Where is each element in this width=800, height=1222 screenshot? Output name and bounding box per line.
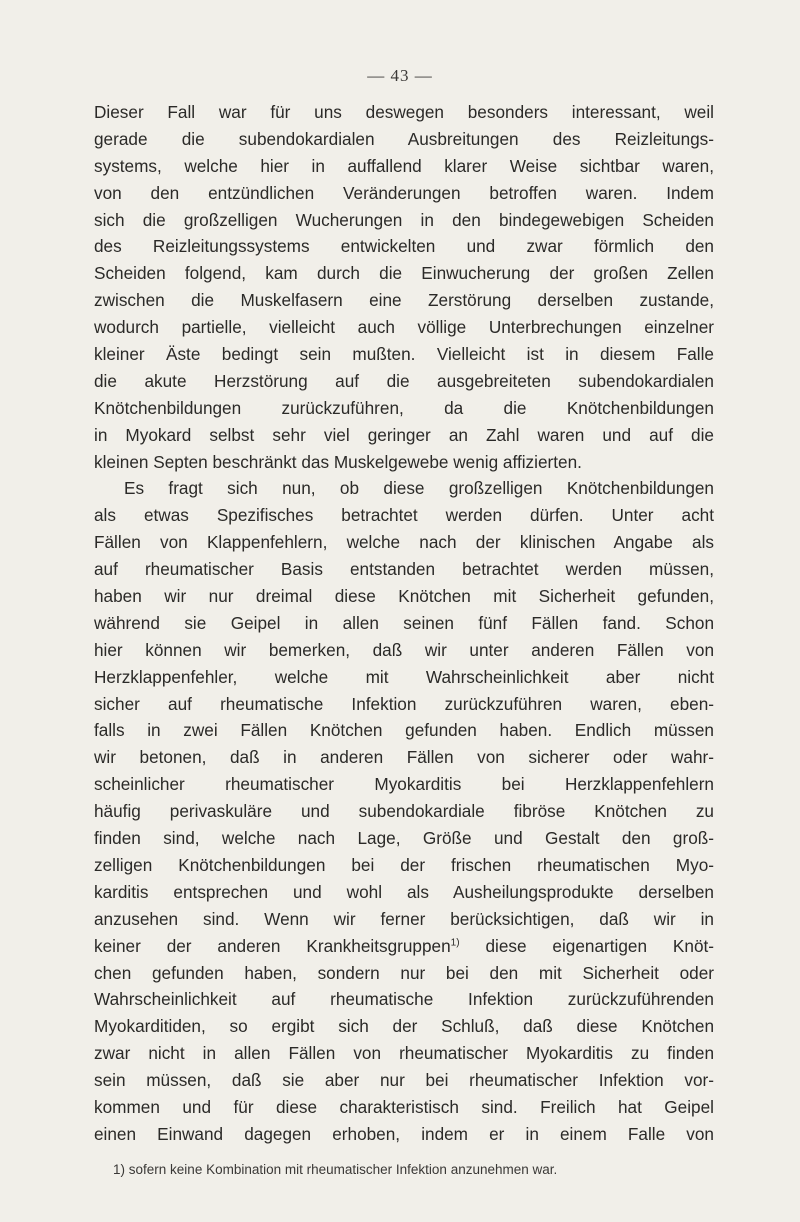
text-line: wir betonen, daß in anderen Fällen von sicherer oder wahr- [94, 747, 714, 768]
text-line: karditis entsprechen und wohl als Ausheilungsprodukte derselben [94, 881, 714, 902]
footnote [113, 1162, 733, 1177]
text-line: die akute Herzstörung auf die ausgebreiteten subendokardialen [94, 370, 714, 391]
text-line: einen Einwand dagegen erhoben, indem er in einem Falle von [94, 1123, 714, 1144]
text-line: Herzklappenfehler, welche mit Wahrscheinlichkeit aber nicht [94, 666, 714, 687]
footnote-marker: 1) [113, 1162, 126, 1177]
text-fragment: diese eigenartigen Knöt- [459, 935, 714, 956]
text-line: in Myokard selbst sehr viel geringer an Zahl waren und auf die [94, 424, 714, 445]
text-line: sein müssen, daß sie aber nur bei rheumatischer Infektion vor- [94, 1070, 714, 1091]
text-line: häufig perivaskuläre und subendokardiale fibröse Knötchen zu [94, 801, 714, 822]
text-line: auf rheumatischer Basis entstanden betrachtet werden müssen, [94, 559, 714, 580]
text-line: zwar nicht in allen Fällen von rheumatischer Myokarditis zu finden [94, 1043, 714, 1064]
text-line: Knötchenbildungen zurückzuführen, da die Knötchenbildungen [94, 397, 714, 418]
text-line: von den entzündlichen Veränderungen betroffen waren. Indem [94, 182, 714, 203]
text-line: systems, welche hier in auffallend klarer Weise sichtbar waren, [94, 155, 714, 176]
body-text [94, 99, 714, 1148]
text-line: Fällen von Klappenfehlern, welche nach der klinischen Angabe als [94, 532, 714, 553]
text-line: kommen und für diese charakteristisch sind. Freilich hat Geipel [94, 1096, 714, 1117]
footnote-reference: 1) [450, 936, 460, 948]
text-line: des Reizleitungssystems entwickelten und zwar förmlich den [94, 236, 714, 257]
text-line: Scheiden folgend, kam durch die Einwucherung der großen Zellen [94, 263, 714, 284]
text-fragment: keiner der anderen Krankheitsgruppen [94, 935, 451, 956]
text-line: zelligen Knötchenbildungen bei der frischen rheumatischen Myo- [94, 854, 714, 875]
text-line: wodurch partielle, vielleicht auch völlige Unterbrechungen einzelner [94, 317, 714, 338]
page-number: — 43 — [367, 66, 433, 85]
text-line: haben wir nur dreimal diese Knötchen mit Sicherheit gefunden, [94, 586, 714, 607]
text-line-with-footnote-ref [94, 933, 714, 960]
text-line: als etwas Spezifisches betrachtet werden dürfen. Unter acht [94, 505, 714, 526]
text-line: kleiner Äste bedingt sein mußten. Vielleicht ist in diesem Falle [94, 344, 714, 365]
text-line: chen gefunden haben, sondern nur bei den mit Sicherheit oder [94, 962, 714, 983]
text-line: finden sind, welche nach Lage, Größe und Gestalt den groß- [94, 828, 714, 849]
text-line: sich die großzelligen Wucherungen in den bindegewebigen Scheiden [94, 209, 714, 230]
text-line: anzusehen sind. Wenn wir ferner berücksichtigen, daß wir in [94, 908, 714, 929]
text-line: Es fragt sich nun, ob diese großzelligen Knötchenbildungen [124, 478, 714, 499]
text-line: zwischen die Muskelfasern eine Zerstörung derselben zustande, [94, 290, 714, 311]
text-line: Dieser Fall war für uns deswegen besonders interessant, weil [94, 102, 714, 122]
text-line: hier können wir bemerken, daß wir unter anderen Fällen von [94, 639, 714, 660]
text-line: falls in zwei Fällen Knötchen gefunden haben. Endlich müssen [94, 720, 714, 741]
text-line: scheinlicher rheumatischer Myokarditis bei Herzklappenfehlern [94, 774, 714, 795]
text-line: während sie Geipel in allen seinen fünf Fällen fand. Schon [94, 612, 714, 633]
text-line: Myokarditiden, so ergibt sich der Schluß, daß diese Knötchen [94, 1016, 714, 1037]
text-line: gerade die subendokardialen Ausbreitungen des Reizleitungs- [94, 128, 714, 149]
text-line: Wahrscheinlichkeit auf rheumatische Infektion zurückzuführenden [94, 989, 714, 1010]
text-line: kleinen Septen beschränkt das Muskelgewebe wenig affizierten. [94, 451, 582, 472]
text-line: sicher auf rheumatische Infektion zurückzuführen waren, eben- [94, 693, 714, 714]
footnote-text: sofern keine Kombination mit rheumatischer Infektion anzunehmen war. [128, 1162, 558, 1177]
